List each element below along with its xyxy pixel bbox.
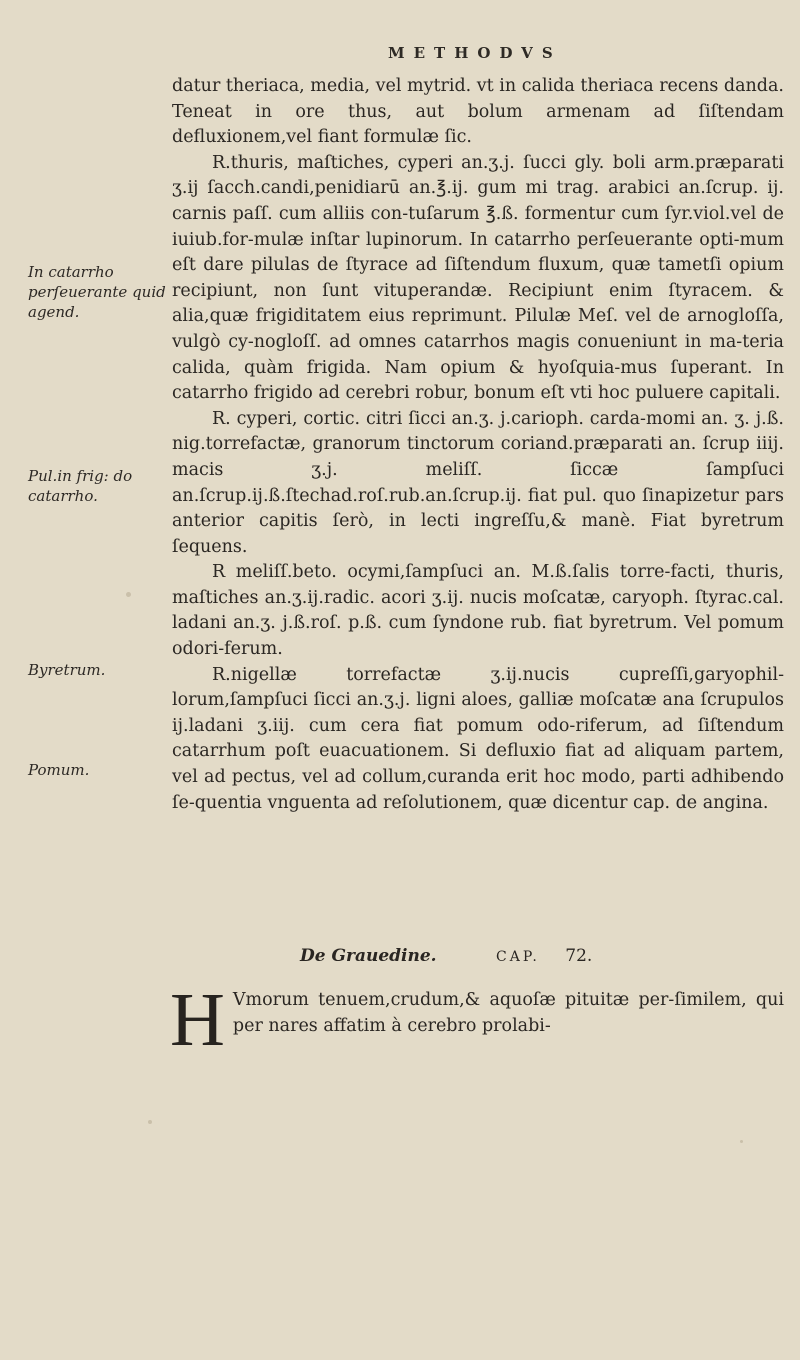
- margin-note-catarrho-perseuerante: In catarrho perſeuerante quid agend.: [28, 263, 166, 321]
- running-head: METHODVS: [388, 44, 562, 62]
- main-text: [172, 74, 784, 816]
- drop-initial: H: [170, 978, 225, 1062]
- chapter-text: Vmorum tenuem,crudum,& aquoſæ pituitæ per-ſimilem, qui per nares affatim à cerebro prolabi-: [232, 990, 784, 1036]
- paper-spot: [126, 592, 131, 597]
- margin-note-byretrum: Byretrum.: [28, 661, 106, 679]
- chapter-heading: [300, 946, 780, 966]
- chapter-number: 72.: [565, 946, 593, 966]
- chapter-body: [170, 978, 784, 1062]
- margin-note-pomum: Pomum.: [28, 761, 90, 779]
- paragraph: R.thuris, maſtiches, cyperi an.ʒ.j. ſucci gly. boli arm.præparati ʒ.ij ſacch.candi,penidiarū an.℥.ij. gum mi trag. arabici an.ſcrup. ij. carnis paſſ. cum alliis con-tuſarum ℥.ß. formentur cum ſyr.viol.vel de iuiub.for-mulæ inſtar lupinorum. In catarrho perſeuerante opti-mum eſt dare pilulas de ſtyrace ad ſiſtendum fluxum, quæ tametſi opium recipiunt, non ſunt vituperandæ. Recipiunt enim ſtyracem. & alia,quæ frigiditatem eius reprimunt. Pilulæ Meſ. vel de arnogloſſa, vulgò cy-nogloſſ. ad omnes catarrhos magis conueniunt in ma-teria calida, quàm frigida. Nam opium & hyoſquia-mus ſuperant. In catarrho frigido ad cerebri robur, bonum eſt vti hoc puluere capitali.: [172, 152, 784, 404]
- paragraph: R meliſſ.beto. ocymi,ſampſuci an. M.ß.ſalis torre-facti, thuris, maſtiches an.ʒ.ij.radic. acori ʒ.ij. nucis moſcatæ, caryoph. ſtyrac.cal. ladani an.ʒ. j.ß.roſ. p.ß. cum ſyndone rub. fiat byretrum. Vel pomum odori-ferum.: [172, 562, 784, 660]
- paragraph: R. cyperi, cortic. citri ſicci an.ʒ. j.carioph. carda-momi an. ʒ. j.ß. nig.torrefactæ, granorum tinctorum coriand.præparati an. ſcrup iiij. macis ʒ.j. meliſſ. ſiccæ ſampſuci an.ſcrup.ij.ß.ſtechad.roſ.rub.an.ſcrup.ij. fiat pul. quo ſinapizetur pars anterior capitis ſerò, in lecti ingreſſu,& manè. Fiat byretrum ſequens.: [172, 408, 784, 557]
- paragraph: datur theriaca, media, vel mytrid. vt in calida theriaca recens danda. Teneat in ore thus, aut bolum armenam ad ſiſtendam defluxionem,vel fiant formulæ ſic.: [172, 76, 784, 148]
- chapter-title: De Grauedine.: [300, 946, 437, 966]
- margin-note-pulvis-frigido-catarrho: Pul.in frig: do catarrho.: [28, 467, 133, 505]
- paragraph: R.nigellæ torrefactæ ʒ.ij.nucis cupreſſi,garyophil-lorum,ſampſuci ſicci an.ʒ.j. ligni aloes, galliæ moſcatæ ana ſcrupulos ij.ladani ʒ.iij. cum cera fiat pomum odo-riferum, ad ſiſtendum catarrhum poſt euacuationem. Si defluxio fiat ad aliquam partem, vel ad pectus, vel ad collum,curanda erit hoc modo, parti adhibendo ſe-quentia vnguenta ad reſolutionem, quæ dicentur cap. de angina.: [172, 664, 784, 813]
- chapter-cap-label: CAP.: [496, 949, 540, 965]
- paper-spot: [148, 1120, 152, 1124]
- paper-spot: [740, 1140, 743, 1143]
